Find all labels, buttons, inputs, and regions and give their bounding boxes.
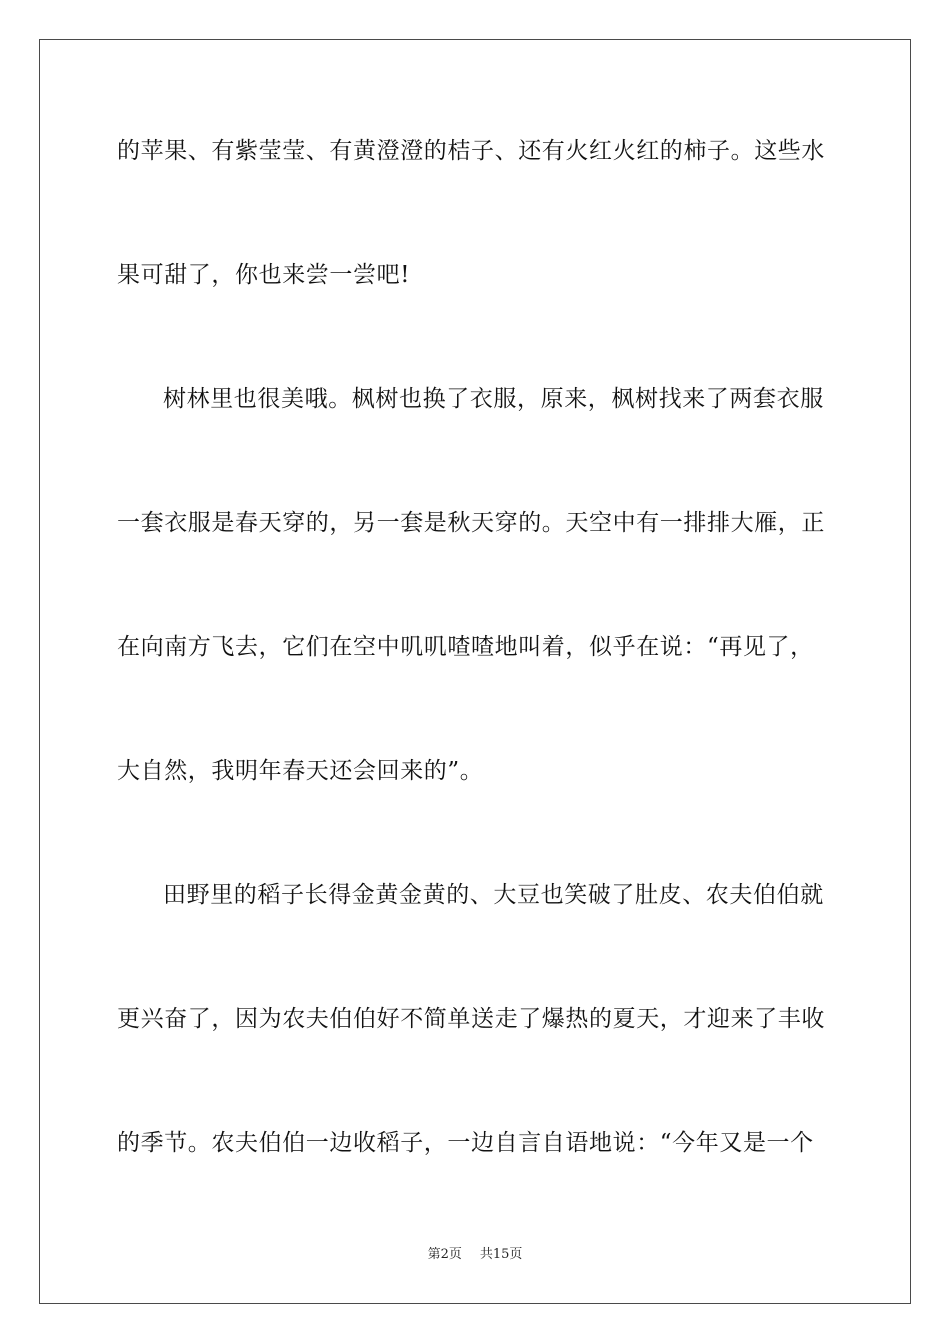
page-footer <box>0 1246 950 1264</box>
text-line: 的季节。农夫伯伯一边收稻子，一边自言自语地说：“今年又是一个 <box>117 1130 814 1156</box>
text-line: 的苹果、有紫莹莹、有黄澄澄的桔子、还有火红火红的柿子。这些水 <box>117 138 825 164</box>
text-line: 大自然，我明年春天还会回来的”。 <box>117 758 484 784</box>
page-number: 第2页 <box>427 1247 462 1262</box>
total-pages: 共15页 <box>479 1247 523 1262</box>
page-frame <box>39 39 911 1304</box>
text-line: 一套衣服是春天穿的，另一套是秋天穿的。天空中有一排排大雁，正 <box>117 510 825 536</box>
paragraph-start-line: 树林里也很美哦。枫树也换了衣服，原来，枫树找来了两套衣服 <box>163 386 824 412</box>
text-line: 更兴奋了，因为农夫伯伯好不简单送走了爆热的夏天，才迎来了丰收 <box>117 1006 825 1032</box>
text-line: 在向南方飞去，它们在空中叽叽喳喳地叫着，似乎在说：“再见了， <box>117 634 814 660</box>
paragraph-start-line: 田野里的稻子长得金黄金黄的、大豆也笑破了肚皮、农夫伯伯就 <box>163 882 824 908</box>
text-line: 果可甜了，你也来尝一尝吧! <box>117 262 411 288</box>
